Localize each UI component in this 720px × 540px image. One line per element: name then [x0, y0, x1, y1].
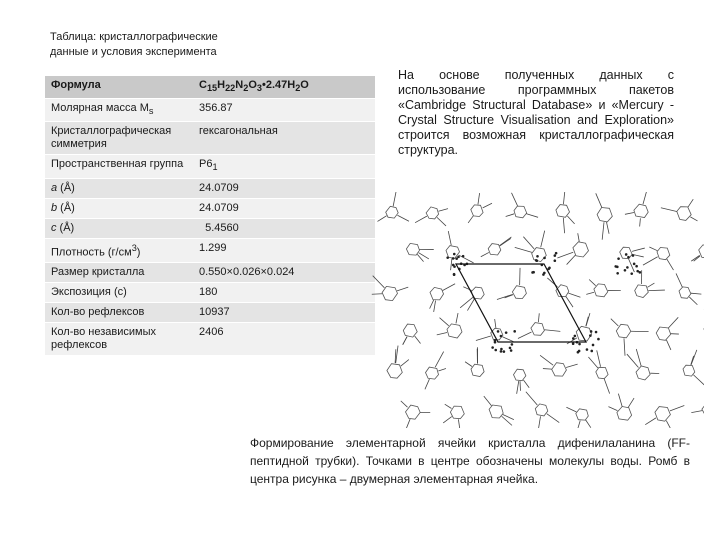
molecule-ring	[656, 327, 671, 340]
molecule-bond	[643, 192, 648, 204]
molecule-bond	[440, 318, 449, 326]
molecule-ring	[403, 324, 417, 337]
molecule-bond	[586, 292, 594, 294]
water-molecule-dot	[624, 269, 627, 272]
molecule-ring	[406, 405, 421, 419]
header-value: $C_{15}H_{22}N_2O_3•2.47H_2O$	[193, 76, 375, 99]
molecule-bond	[443, 284, 455, 291]
table-header-row	[45, 76, 375, 99]
molecule-bond	[691, 411, 702, 413]
molecule-bond	[497, 294, 513, 299]
molecule-bond	[576, 421, 580, 428]
molecule-ring	[573, 242, 589, 257]
water-molecule-dot	[554, 254, 557, 257]
water-molecule-dot	[500, 350, 503, 353]
row-key: Кристаллографическая симметрия	[45, 122, 193, 155]
water-molecule-dot	[536, 255, 539, 258]
molecule-bond	[465, 362, 472, 367]
molecule-bond	[484, 396, 492, 406]
table-caption	[50, 30, 270, 60]
molecule-bond	[401, 401, 408, 407]
molecule-bond	[647, 283, 654, 287]
water-molecule-dot	[453, 273, 456, 276]
molecule-bond	[566, 407, 576, 412]
water-molecule-dot	[635, 265, 638, 268]
molecule-ring	[576, 409, 589, 420]
water-molecule-dot	[543, 272, 546, 275]
molecule-bond	[451, 259, 452, 271]
molecule-bond	[523, 237, 534, 249]
water-molecule-dot	[543, 257, 546, 260]
molecule-bond	[438, 209, 448, 212]
table-row	[45, 99, 375, 122]
molecule-bond	[618, 394, 622, 407]
molecule-bond	[401, 360, 409, 366]
molecule-ring	[447, 324, 462, 338]
molecule-bond	[541, 231, 545, 248]
unit-cell-rhomb	[456, 264, 586, 342]
molecule-bond	[437, 217, 446, 226]
molecule-bond	[597, 350, 601, 366]
molecule-ring	[471, 364, 484, 376]
molecule-bond	[557, 252, 573, 258]
molecule-bond	[670, 406, 684, 411]
row-value: 356.87	[193, 99, 375, 122]
molecule-ring	[489, 405, 503, 418]
water-molecule-dot	[597, 338, 600, 341]
molecule-bond	[438, 369, 446, 371]
table-row	[45, 263, 375, 283]
molecule-bond	[500, 237, 512, 246]
water-molecule-dot	[510, 349, 513, 352]
molecule-bond	[667, 259, 674, 270]
molecule-bond	[459, 255, 474, 263]
molecule-bond	[547, 414, 560, 423]
molecule-bond	[676, 273, 682, 287]
molecule-ring	[556, 205, 570, 218]
molecule-bond	[690, 217, 697, 221]
molecule-bond	[691, 255, 699, 261]
water-molecule-dot	[555, 252, 558, 255]
molecule-ring	[531, 323, 545, 336]
water-molecule-dot	[592, 344, 595, 347]
molecule-bond	[445, 404, 452, 408]
table-row	[45, 283, 375, 303]
water-molecule-dot	[509, 347, 512, 350]
molecule-ring	[430, 287, 444, 300]
molecule-ring	[596, 367, 608, 378]
molecule-bond	[495, 319, 496, 328]
molecule-bond	[586, 313, 590, 326]
molecule-bond	[448, 231, 451, 245]
water-molecule-dot	[572, 342, 575, 345]
molecule-bond	[567, 255, 576, 264]
molecule-ring	[491, 328, 503, 340]
table-row	[45, 178, 375, 198]
molecule-bond	[523, 380, 529, 388]
water-molecule-dot	[616, 272, 619, 275]
row-value: 24.0709	[193, 178, 375, 198]
molecule-bond	[640, 218, 641, 226]
water-molecule-dot	[626, 266, 629, 269]
molecule-ring	[535, 404, 548, 416]
molecule-bond	[624, 338, 625, 355]
molecule-bond	[604, 379, 609, 394]
molecule-bond	[606, 222, 609, 234]
molecule-bond	[688, 199, 693, 207]
row-key: Кол-во рефлексов	[45, 303, 193, 323]
crystallographic-data-table	[45, 76, 375, 356]
molecule-bond	[460, 297, 473, 307]
water-molecule-dot	[532, 271, 535, 274]
molecule-bond	[627, 354, 639, 367]
molecule-bond	[568, 293, 580, 297]
molecule-bond	[691, 350, 697, 365]
row-value: 10937	[193, 303, 375, 323]
water-molecule-dot	[497, 330, 500, 333]
molecule-bond	[443, 417, 452, 423]
caption-line-2: данные и условия эксперимента	[50, 46, 217, 58]
water-molecule-dot	[574, 335, 577, 338]
row-key: Плотность $(г/см^3)$	[45, 238, 193, 263]
molecule-bond	[661, 208, 677, 212]
molecule-ring	[594, 284, 608, 297]
header-key: Формула	[45, 76, 193, 99]
table-row	[45, 218, 375, 238]
molecule-ring	[552, 363, 567, 376]
table-row	[45, 122, 375, 155]
water-molecule-dot	[462, 255, 465, 258]
molecule-bond	[458, 419, 460, 428]
molecule-bond	[456, 313, 458, 323]
molecule-bond	[393, 192, 396, 206]
table-row	[45, 155, 375, 178]
molecule-bond	[563, 192, 565, 204]
water-molecule-dot	[617, 257, 620, 260]
molecule-bond	[691, 293, 701, 294]
molecule-ring	[382, 286, 397, 300]
molecule-bond	[567, 338, 577, 344]
row-key: Пространственная группа	[45, 155, 193, 178]
description-paragraph: На основе полученных данных с использование программных пакетов «Cambridge Structural Database» и «Mercury - Crystal Structure Visualisation and Exploration» строится возможная кристаллографическая структура.	[398, 68, 674, 157]
water-molecule-dot	[586, 348, 589, 351]
row-value: 1.299	[193, 238, 375, 263]
water-molecule-dot	[535, 259, 538, 262]
molecule-bond	[373, 276, 385, 288]
water-molecule-dot	[503, 350, 506, 353]
molecule-ring	[634, 204, 648, 217]
molecule-bond	[540, 355, 553, 365]
water-molecule-dot	[500, 335, 503, 338]
molecule-bond	[377, 216, 386, 222]
water-molecule-dot	[494, 341, 497, 344]
molecule-bond	[468, 216, 473, 223]
crystal-structure-figure	[368, 192, 704, 428]
molecule-bond	[693, 375, 704, 386]
row-key: Экспозиция (с)	[45, 283, 193, 303]
row-value: гексагональная	[193, 122, 375, 155]
molecule-bond	[415, 216, 427, 223]
molecule-bond	[632, 248, 645, 251]
molecule-bond	[396, 346, 398, 364]
table-row	[45, 303, 375, 323]
molecule-bond	[589, 280, 596, 286]
molecule-ring	[450, 406, 464, 419]
molecule-bond	[689, 297, 697, 305]
water-molecule-dot	[457, 256, 460, 259]
water-molecule-dot	[590, 330, 593, 333]
water-molecule-dot	[491, 346, 494, 349]
molecule-bond	[397, 215, 409, 221]
water-molecule-dot	[630, 272, 633, 275]
molecule-bond	[506, 214, 514, 217]
water-molecule-dot	[632, 254, 635, 257]
water-molecule-dot	[505, 331, 508, 334]
molecule-bond	[578, 233, 579, 241]
molecule-bond	[538, 313, 539, 322]
row-value: 2406	[193, 323, 375, 356]
molecule-bond	[588, 357, 597, 368]
molecule-bond	[437, 333, 447, 335]
water-molecule-dot	[614, 265, 617, 268]
row-value: 180	[193, 283, 375, 303]
molecule-bond	[611, 319, 619, 326]
molecule-bond	[435, 352, 443, 368]
table-row	[45, 323, 375, 356]
figure-caption: Формирование элементарной ячейки кристалла дифенилаланина (FF-пептидной трубки). Точками в центре обозначены молекулы воды. Ромб в центра рисунка – двумерная элементарная ячейка.	[250, 436, 690, 486]
water-molecule-dot	[572, 337, 575, 340]
molecule-ring	[677, 207, 691, 221]
table-row	[45, 198, 375, 218]
molecule-bond	[538, 416, 541, 428]
molecule-ring	[426, 367, 439, 379]
water-molecule-dot	[554, 259, 557, 262]
molecule-bond	[649, 247, 657, 251]
table-row	[45, 238, 375, 263]
molecule-ring	[512, 286, 526, 299]
water-molecule-dot	[590, 350, 593, 353]
molecule-ring	[702, 402, 704, 416]
molecule-bond	[476, 336, 491, 340]
molecule-ring	[617, 407, 632, 421]
molecule-bond	[668, 317, 678, 328]
molecule-ring	[471, 205, 483, 217]
molecule-bond	[645, 418, 656, 425]
molecule-ring	[655, 407, 671, 422]
water-molecule-dot	[625, 253, 628, 256]
molecule-bond	[425, 379, 429, 389]
molecule-bond	[625, 213, 634, 215]
molecule-bond	[403, 337, 407, 345]
molecule-bond	[596, 193, 602, 207]
molecule-bond	[628, 259, 634, 272]
molecule-bond	[666, 340, 670, 350]
molecule-bond	[643, 257, 658, 265]
molecule-bond	[636, 349, 641, 366]
molecule-ring	[406, 243, 419, 255]
row-value: $P6_1$	[193, 155, 375, 178]
molecule-ring	[597, 208, 612, 222]
row-value: 24.0709	[193, 198, 375, 218]
molecule-bond	[608, 407, 617, 411]
row-key: Молярная масса $M_s$	[45, 99, 193, 122]
water-molecule-dot	[578, 343, 581, 346]
water-molecule-dot	[452, 264, 455, 267]
molecule-bond	[628, 398, 634, 407]
molecule-bond	[518, 332, 532, 338]
row-key: Размер кристалла	[45, 263, 193, 283]
molecule-bond	[478, 193, 480, 204]
molecule-ring	[657, 248, 670, 260]
water-molecule-dot	[452, 257, 455, 260]
molecule-bond	[563, 218, 564, 233]
molecule-ring	[386, 206, 399, 218]
molecule-ring	[679, 287, 691, 298]
molecule-bond	[526, 214, 538, 218]
molecule-ring	[532, 248, 547, 262]
water-molecule-dot	[511, 343, 514, 346]
water-molecule-dot	[627, 256, 630, 259]
water-molecule-dot	[589, 334, 592, 337]
caption-line-1: Таблица: кристаллографические	[50, 31, 218, 43]
molecule-bond	[526, 392, 538, 405]
molecule-bond	[512, 193, 518, 206]
molecule-bond	[515, 247, 532, 252]
molecule-bond	[406, 419, 411, 428]
water-molecule-dot	[578, 350, 581, 353]
molecule-bond	[602, 222, 604, 239]
molecule-ring	[426, 207, 439, 219]
water-molecule-dot	[513, 330, 516, 333]
molecule-ring	[616, 324, 631, 338]
molecule-ring	[683, 365, 695, 376]
molecule-ring	[514, 369, 526, 381]
molecule-ring	[488, 244, 501, 255]
water-molecule-dot	[633, 263, 636, 266]
molecule-bond	[430, 300, 434, 309]
row-value: 0.550×0.026×0.024	[193, 263, 375, 283]
row-key: a (Å)	[45, 178, 193, 198]
water-molecule-dot	[595, 331, 598, 334]
water-molecule-dot	[446, 256, 449, 259]
molecule-bond	[481, 252, 489, 256]
water-molecule-dot	[500, 348, 503, 351]
water-molecule-dot	[494, 349, 497, 352]
molecule-bond	[543, 369, 552, 370]
molecule-bond	[586, 420, 591, 428]
molecule-bond	[545, 330, 561, 332]
molecule-bond	[372, 294, 382, 295]
molecule-bond	[434, 301, 436, 312]
molecule-ring	[514, 206, 527, 218]
row-key: b (Å)	[45, 198, 193, 218]
molecule-bond	[567, 216, 574, 224]
row-key: Кол-во независимых рефлексов	[45, 323, 193, 356]
row-key: c (Å)	[45, 218, 193, 238]
molecule-bond	[517, 381, 519, 394]
molecule-bond	[666, 421, 672, 428]
molecule-bond	[648, 290, 664, 291]
molecule-ring	[387, 364, 402, 379]
water-molecule-dot	[636, 270, 639, 273]
molecule-ring	[635, 285, 649, 298]
row-value: 5.4560	[193, 218, 375, 238]
molecule-ring	[620, 247, 632, 258]
molecule-ring	[636, 366, 650, 380]
molecule-bond	[397, 287, 408, 291]
water-molecule-dot	[453, 253, 456, 256]
molecule-bond	[415, 336, 421, 343]
molecule-bond	[566, 364, 578, 367]
molecule-bond	[502, 337, 513, 342]
molecule-bond	[483, 203, 492, 208]
